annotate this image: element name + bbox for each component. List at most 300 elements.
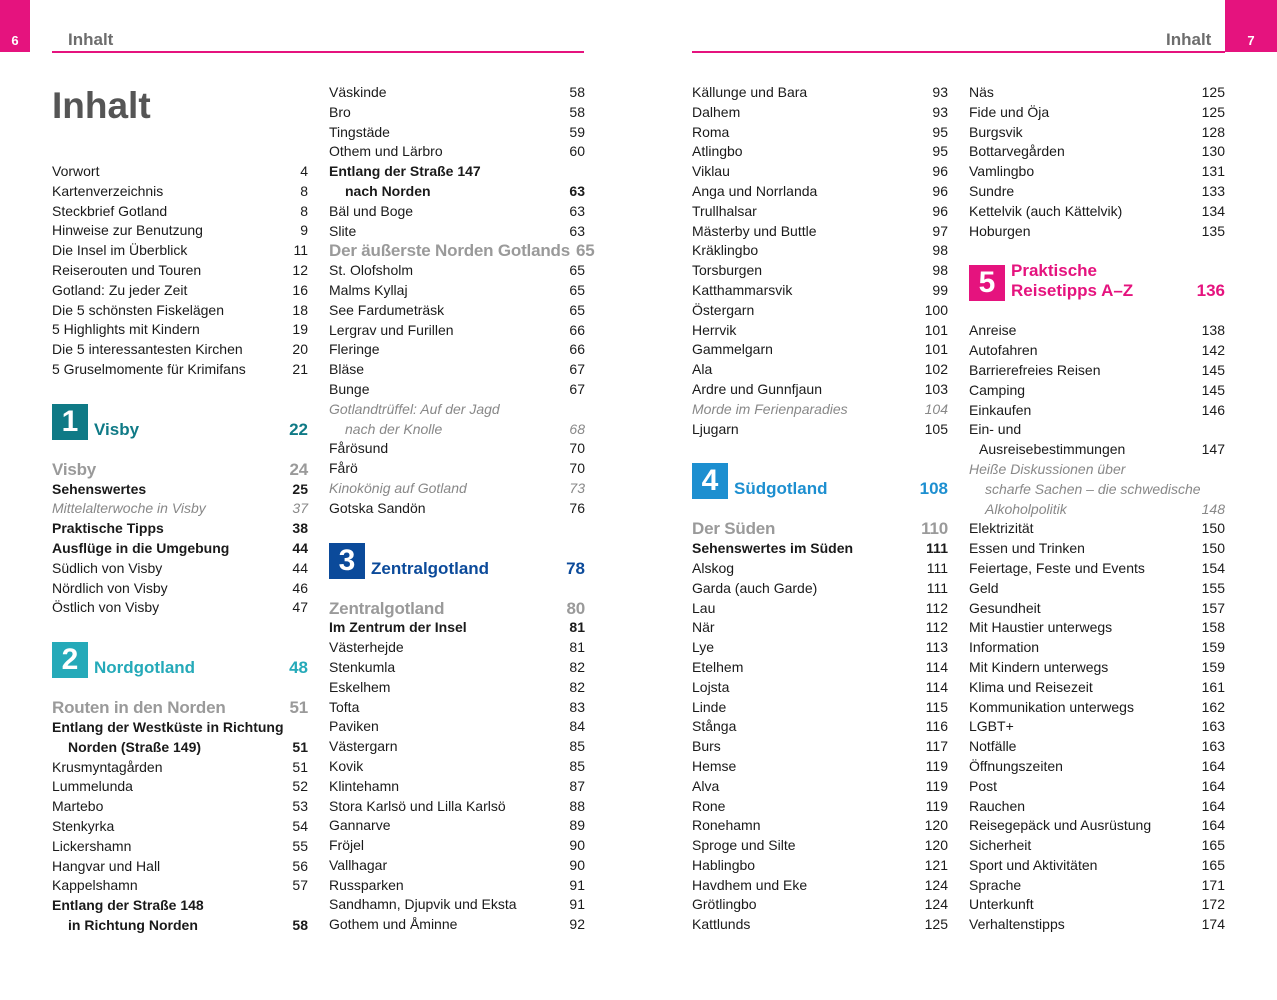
toc-entry-page: 145	[1201, 381, 1225, 398]
toc-entry-label: Geld	[969, 579, 999, 596]
toc-entry[interactable]	[52, 320, 308, 340]
toc-entry[interactable]	[969, 341, 1225, 361]
toc-entry-label: Gothem und Åminne	[329, 916, 458, 933]
toc-entry-page: 58	[292, 916, 308, 933]
chapter-title-line-1: Praktische	[1011, 261, 1097, 281]
toc-entry[interactable]	[969, 579, 1225, 599]
toc-entry[interactable]	[692, 281, 948, 301]
toc-entry[interactable]	[969, 202, 1225, 222]
toc-entry-label: Källunge und Bara	[692, 84, 808, 100]
header-rule-right	[692, 51, 1225, 53]
toc-entry[interactable]	[329, 915, 585, 935]
toc-entry[interactable]	[329, 479, 585, 499]
toc-entry-label: Sprache	[969, 876, 1022, 893]
toc-entry[interactable]	[329, 876, 585, 896]
toc-entry[interactable]	[969, 361, 1225, 381]
toc-entry-page: 101	[924, 321, 948, 338]
toc-entry-page: 59	[569, 123, 585, 140]
toc-entry[interactable]	[52, 738, 308, 758]
toc-entry-page: 56	[292, 857, 308, 874]
toc-entry-page: 92	[569, 916, 585, 933]
toc-entry-page: 90	[569, 856, 585, 873]
toc-entry[interactable]	[329, 142, 585, 162]
toc-entry-page: 52	[292, 778, 308, 795]
toc-entry-label: Hoburgen	[969, 222, 1031, 239]
toc-entry[interactable]	[52, 360, 308, 380]
toc-entry[interactable]	[969, 717, 1225, 737]
toc-entry[interactable]	[692, 717, 948, 737]
toc-entry[interactable]	[329, 182, 585, 202]
chapter-title	[1011, 261, 1197, 301]
running-title-left: Inhalt	[68, 30, 114, 49]
toc-entry[interactable]	[969, 83, 1225, 103]
toc-entry-page: 16	[292, 281, 308, 298]
toc-entry-page: 21	[292, 360, 308, 377]
toc-entry-label: Östlich von Visby	[52, 599, 160, 616]
toc-entry-page: 120	[924, 837, 948, 854]
toc-entry-label: Im Zentrum der Insel	[329, 619, 467, 636]
toc-entry[interactable]	[969, 658, 1225, 678]
toc-entry-label: Katthammarsvik	[692, 281, 793, 298]
toc-entry-page: 63	[569, 182, 585, 199]
toc-entry-label: Kettelvik (auch Kättelvik)	[969, 202, 1123, 219]
toc-entry[interactable]	[692, 678, 948, 698]
toc-entry-page: 96	[932, 182, 948, 199]
toc-entry-label: Barrierefreies Reisen	[969, 361, 1101, 378]
toc-entry[interactable]	[52, 162, 308, 182]
toc-entry[interactable]	[692, 360, 948, 380]
toc-entry[interactable]	[52, 718, 308, 738]
toc-entry[interactable]	[969, 321, 1225, 341]
toc-entry[interactable]	[969, 638, 1225, 658]
toc-entry-label: nach der Knolle	[345, 420, 443, 437]
chapter-number: 5	[969, 265, 1005, 301]
toc-entry[interactable]	[969, 401, 1225, 421]
toc-entry[interactable]	[52, 579, 308, 599]
toc-entry[interactable]	[692, 579, 948, 599]
toc-entry-page: 125	[1201, 84, 1225, 100]
toc-entry-label: Gesundheit	[969, 599, 1041, 616]
toc-entry[interactable]	[969, 797, 1225, 817]
toc-entry-label: Einkaufen	[969, 401, 1032, 418]
toc-entry-page: 85	[569, 757, 585, 774]
toc-entry-label: Östergarn	[692, 301, 755, 318]
toc-entry-label: Bunge	[329, 380, 370, 397]
toc-entry[interactable]	[969, 440, 1225, 460]
toc-entry-page: 60	[569, 143, 585, 160]
toc-entry[interactable]	[329, 222, 585, 242]
toc-entry-page: 11	[293, 242, 308, 259]
toc-entry[interactable]	[969, 678, 1225, 698]
toc-entry[interactable]	[329, 281, 585, 301]
toc-entry-label: Kovik	[329, 757, 364, 774]
toc-entry-label: Stenkumla	[329, 658, 396, 675]
toc-entry[interactable]	[692, 895, 948, 915]
toc-entry-page: 70	[569, 440, 585, 457]
toc-entry[interactable]	[692, 876, 948, 896]
toc-entry-page: 125	[1201, 103, 1225, 120]
toc-entry[interactable]	[969, 103, 1225, 123]
toc-entry[interactable]	[692, 757, 948, 777]
toc-entry-page: 91	[569, 896, 585, 913]
toc-entry-page: 120	[924, 817, 948, 834]
chapter-number: 1	[52, 404, 88, 440]
toc-entry[interactable]	[329, 499, 585, 519]
toc-entry-label: Garda (auch Garde)	[692, 579, 818, 596]
toc-entry-page: 103	[924, 380, 948, 397]
toc-entry-label: Trullhalsar	[692, 202, 757, 219]
toc-entry[interactable]	[692, 797, 948, 817]
toc-entry[interactable]	[52, 241, 308, 261]
toc-entry-page: 111	[926, 579, 948, 596]
toc-entry-page: 95	[932, 123, 948, 140]
toc-entry-page: 164	[1201, 817, 1225, 834]
toc-entry[interactable]	[692, 836, 948, 856]
page-number-tab-left	[0, 0, 30, 52]
toc-entry-page: 76	[569, 499, 585, 516]
toc-entry-page: 150	[1201, 520, 1225, 537]
toc-entry-page	[1219, 420, 1225, 440]
toc-entry-page: 165	[1201, 856, 1225, 873]
toc-entry[interactable]	[329, 836, 585, 856]
toc-entry-page: 154	[1201, 559, 1225, 576]
toc-entry-page: 58	[569, 84, 585, 100]
toc-entry-label: Ausflüge in die Umgebung	[52, 539, 230, 556]
toc-entry[interactable]	[692, 340, 948, 360]
toc-entry[interactable]	[692, 261, 948, 281]
toc-entry[interactable]	[52, 817, 308, 837]
toc-entry-page: 159	[1201, 639, 1225, 656]
toc-entry[interactable]	[329, 618, 585, 638]
toc-entry-label: scharfe Sachen – die schwedische	[985, 480, 1201, 497]
toc-entry-page: 91	[569, 876, 585, 893]
toc-entry[interactable]	[969, 559, 1225, 579]
toc-entry[interactable]	[969, 381, 1225, 401]
toc-entry-page: 57	[292, 877, 308, 894]
toc-entry[interactable]	[692, 698, 948, 718]
toc-entry-page: 131	[1201, 163, 1225, 180]
toc-entry[interactable]	[969, 500, 1225, 520]
toc-entry-page: 112	[925, 599, 948, 616]
toc-entry[interactable]	[329, 439, 585, 459]
toc-entry[interactable]	[969, 142, 1225, 162]
toc-entry-label: Torsburgen	[692, 262, 763, 279]
toc-entry[interactable]	[692, 816, 948, 836]
toc-entry-label: Elektrizität	[969, 520, 1034, 537]
toc-entry[interactable]	[52, 857, 308, 877]
toc-entry[interactable]	[52, 480, 308, 500]
toc-entry[interactable]	[52, 876, 308, 896]
toc-entry-label: Bro	[329, 103, 351, 120]
chapter-2-heading[interactable]	[52, 638, 308, 678]
toc-entry-label: När	[692, 619, 715, 636]
toc-entry[interactable]	[329, 202, 585, 222]
toc-entry[interactable]	[692, 182, 948, 202]
toc-entry[interactable]	[969, 618, 1225, 638]
toc-entry[interactable]	[52, 539, 308, 559]
page-title: Inhalt	[52, 85, 151, 126]
toc-section-heading[interactable]	[52, 698, 308, 718]
toc-entry[interactable]	[692, 222, 948, 242]
toc-entry-label: Mittelalterwoche in Visby	[52, 500, 206, 517]
toc-entry[interactable]	[52, 758, 308, 778]
toc-entry[interactable]	[52, 797, 308, 817]
toc-entry-page: 148	[1201, 500, 1225, 517]
toc-entry-page: 96	[932, 202, 948, 219]
toc-entry[interactable]	[329, 400, 585, 420]
toc-entry[interactable]	[52, 837, 308, 857]
toc-entry[interactable]	[329, 895, 585, 915]
toc-entry[interactable]	[52, 896, 308, 916]
toc-entry[interactable]	[969, 162, 1225, 182]
toc-entry-label: Entlang der Straße 148	[52, 897, 204, 914]
toc-entry[interactable]	[329, 698, 585, 718]
toc-entry-page: 44	[292, 559, 308, 576]
toc-entry-label: Ljugarn	[692, 420, 739, 437]
toc-entry-page: 101	[924, 341, 948, 358]
toc-entry-page: 65	[575, 241, 595, 261]
chapter-5-heading[interactable]	[969, 261, 1225, 301]
toc-entry[interactable]	[969, 599, 1225, 619]
chapter-1-heading[interactable]	[52, 400, 308, 440]
toc-entry-page: 100	[924, 301, 948, 318]
toc-entry-page: 157	[1201, 599, 1225, 616]
toc-entry-label: Klintehamn	[329, 777, 400, 794]
toc-entry[interactable]	[329, 757, 585, 777]
toc-entry-label: Sandhamn, Djupvik und Eksta	[329, 896, 517, 913]
toc-entry[interactable]	[692, 301, 948, 321]
toc-entry-label: Die Insel im Überblick	[52, 242, 188, 259]
toc-entry[interactable]	[52, 281, 308, 301]
toc-entry[interactable]	[692, 400, 948, 420]
toc-entry[interactable]	[692, 162, 948, 182]
toc-section-heading[interactable]	[329, 599, 585, 619]
toc-entry[interactable]	[692, 638, 948, 658]
toc-entry[interactable]	[969, 816, 1225, 836]
toc-entry-page: 89	[569, 817, 585, 834]
toc-entry[interactable]	[329, 261, 585, 281]
toc-entry-label: Kattlunds	[692, 916, 751, 933]
toc-entry-label: Sehenswertes im Süden	[692, 540, 854, 557]
toc-entry[interactable]	[692, 123, 948, 143]
toc-entry[interactable]	[692, 915, 948, 935]
toc-entry[interactable]	[969, 737, 1225, 757]
toc-entry-label: Malms Kyllaj	[329, 281, 408, 298]
toc-entry-label: Fårösund	[329, 440, 389, 457]
toc-entry-label: Post	[969, 777, 998, 794]
toc-section-heading[interactable]	[52, 460, 308, 480]
toc-entry-label: Vamlingbo	[969, 163, 1035, 180]
toc-entry-label: Ausreisebestimmungen	[979, 441, 1126, 458]
toc-entry-page: 124	[924, 876, 948, 893]
toc-entry-page	[579, 162, 585, 182]
toc-entry[interactable]	[52, 777, 308, 797]
toc-entry-label: Mit Haustier unterwegs	[969, 619, 1113, 636]
toc-entry[interactable]	[692, 658, 948, 678]
toc-entry[interactable]	[52, 221, 308, 241]
toc-entry[interactable]	[692, 202, 948, 222]
toc-entry[interactable]	[52, 340, 308, 360]
toc-entry[interactable]	[52, 301, 308, 321]
toc-entry-page: 85	[569, 738, 585, 755]
toc-entry[interactable]	[329, 103, 585, 123]
toc-section-heading[interactable]	[692, 519, 948, 539]
toc-entry[interactable]	[692, 559, 948, 579]
toc-entry-page: 146	[1201, 401, 1225, 418]
toc-entry-page: 111	[926, 559, 948, 576]
toc-entry[interactable]	[969, 480, 1225, 500]
toc-entry-page: 38	[292, 520, 308, 537]
toc-entry-label: Tofta	[329, 698, 360, 715]
toc-entry-label: Stenkyrka	[52, 817, 115, 834]
toc-entry[interactable]	[52, 559, 308, 579]
toc-entry[interactable]	[52, 519, 308, 539]
toc-entry[interactable]	[329, 83, 585, 103]
toc-entry[interactable]	[329, 638, 585, 658]
toc-entry-page: 125	[924, 916, 948, 933]
toc-entry-label: See Fardumeträsk	[329, 301, 445, 318]
toc-entry-label: Väskinde	[329, 84, 387, 100]
toc-entry-label: Rone	[692, 797, 726, 814]
toc-entry[interactable]	[329, 856, 585, 876]
toc-entry[interactable]	[52, 261, 308, 281]
toc-entry-label: Martebo	[52, 798, 104, 815]
toc-entry-page: 134	[1201, 202, 1225, 219]
toc-entry-label: Etelhem	[692, 658, 744, 675]
toc-entry[interactable]	[329, 420, 585, 440]
toc-entry-label: Dalhem	[692, 103, 741, 120]
toc-entry[interactable]	[692, 380, 948, 400]
toc-entry[interactable]	[329, 360, 585, 380]
toc-entry-page: 67	[569, 361, 585, 378]
chapter-page: 48	[289, 658, 308, 678]
toc-entry-page: 116	[925, 718, 948, 735]
toc-entry-label: Lummelunda	[52, 778, 133, 795]
toc-column-2	[329, 83, 595, 935]
toc-entry-label: 5 Gruselmomente für Krimifans	[52, 360, 246, 377]
toc-entry[interactable]	[329, 301, 585, 321]
toc-entry[interactable]	[692, 777, 948, 797]
toc-entry-page: 128	[1201, 123, 1225, 140]
toc-entry[interactable]	[692, 420, 948, 440]
toc-entry[interactable]	[692, 599, 948, 619]
toc-entry[interactable]	[329, 777, 585, 797]
toc-entry[interactable]	[329, 816, 585, 836]
toc-entry[interactable]	[52, 598, 308, 618]
toc-entry[interactable]	[969, 519, 1225, 539]
toc-section-heading[interactable]	[329, 241, 595, 261]
toc-entry-label: Ardre und Gunnfjaun	[692, 380, 822, 397]
toc-entry[interactable]	[52, 182, 308, 202]
toc-entry[interactable]	[969, 698, 1225, 718]
toc-entry-page: 124	[924, 896, 948, 913]
toc-entry[interactable]	[329, 658, 585, 678]
toc-entry-label: Bottarvegården	[969, 143, 1065, 160]
toc-entry[interactable]	[969, 915, 1225, 935]
toc-entry-page: 95	[932, 143, 948, 160]
toc-entry-page: 102	[924, 361, 948, 378]
toc-entry[interactable]	[969, 420, 1225, 440]
toc-entry[interactable]	[692, 321, 948, 341]
toc-entry[interactable]	[969, 539, 1225, 559]
toc-entry[interactable]	[692, 83, 948, 103]
toc-entry[interactable]	[969, 757, 1225, 777]
toc-entry[interactable]	[329, 797, 585, 817]
toc-entry-label: Mästerby und Buttle	[692, 222, 817, 239]
toc-entry[interactable]	[969, 777, 1225, 797]
toc-entry-label: Gotlandtrüffel: Auf der Jagd	[329, 400, 500, 417]
toc-entry-label: Unterkunft	[969, 896, 1034, 913]
toc-entry[interactable]	[969, 123, 1225, 143]
toc-entry-label: Visby	[52, 459, 97, 479]
toc-entry-label: Mit Kindern unterwegs	[969, 658, 1109, 675]
toc-entry[interactable]	[969, 460, 1225, 480]
toc-entry[interactable]	[52, 499, 308, 519]
toc-entry-label: Linde	[692, 698, 727, 715]
toc-entry[interactable]	[969, 182, 1225, 202]
toc-entry[interactable]	[692, 618, 948, 638]
toc-entry[interactable]	[692, 103, 948, 123]
toc-entry[interactable]	[329, 737, 585, 757]
toc-entry-page	[1219, 460, 1225, 480]
toc-entry[interactable]	[692, 241, 948, 261]
toc-entry-page: 105	[924, 420, 948, 437]
chapter-4-heading[interactable]	[692, 459, 948, 499]
toc-entry[interactable]	[692, 539, 948, 559]
toc-entry-page: 37	[292, 500, 308, 517]
toc-entry[interactable]	[329, 678, 585, 698]
toc-entry[interactable]	[329, 380, 585, 400]
toc-entry-page: 54	[292, 817, 308, 834]
toc-entry-label: Västerhejde	[329, 639, 404, 656]
toc-entry[interactable]	[329, 340, 585, 360]
toc-entry-page: 150	[1201, 540, 1225, 557]
toc-column-4	[969, 83, 1225, 935]
toc-entry-label: in Richtung Norden	[68, 916, 198, 933]
toc-entry[interactable]	[692, 856, 948, 876]
toc-entry[interactable]	[969, 895, 1225, 915]
toc-entry[interactable]	[692, 142, 948, 162]
toc-entry[interactable]	[969, 222, 1225, 242]
toc-entry-label: Krusmyntagården	[52, 758, 163, 775]
running-title-right: Inhalt	[1166, 30, 1212, 49]
toc-entry-page: 65	[569, 281, 585, 298]
toc-entry[interactable]	[329, 162, 585, 182]
toc-entry[interactable]	[329, 123, 585, 143]
toc-entry[interactable]	[329, 717, 585, 737]
toc-entry[interactable]	[52, 202, 308, 222]
toc-entry-page: 63	[569, 202, 585, 219]
right-page	[639, 0, 1277, 1000]
toc-entry-label: Ala	[692, 361, 713, 378]
toc-entry-label: Verhaltenstipps	[969, 916, 1065, 933]
toc-entry-page: 88	[569, 797, 585, 814]
toc-entry[interactable]	[969, 876, 1225, 896]
toc-entry[interactable]	[329, 321, 585, 341]
toc-entry[interactable]	[52, 916, 308, 936]
toc-entry[interactable]	[969, 856, 1225, 876]
chapter-title-line-2: Reisetipps A–Z	[1011, 281, 1134, 301]
toc-entry-label: Nördlich von Visby	[52, 579, 168, 596]
toc-entry-page: 82	[569, 678, 585, 695]
toc-entry-page: 155	[1201, 579, 1225, 596]
toc-entry-label: Roma	[692, 123, 730, 140]
toc-entry[interactable]	[329, 459, 585, 479]
toc-entry[interactable]	[692, 737, 948, 757]
toc-entry[interactable]	[969, 836, 1225, 856]
chapter-3-heading[interactable]	[329, 539, 585, 579]
chapter-title: Südgotland	[734, 479, 828, 499]
